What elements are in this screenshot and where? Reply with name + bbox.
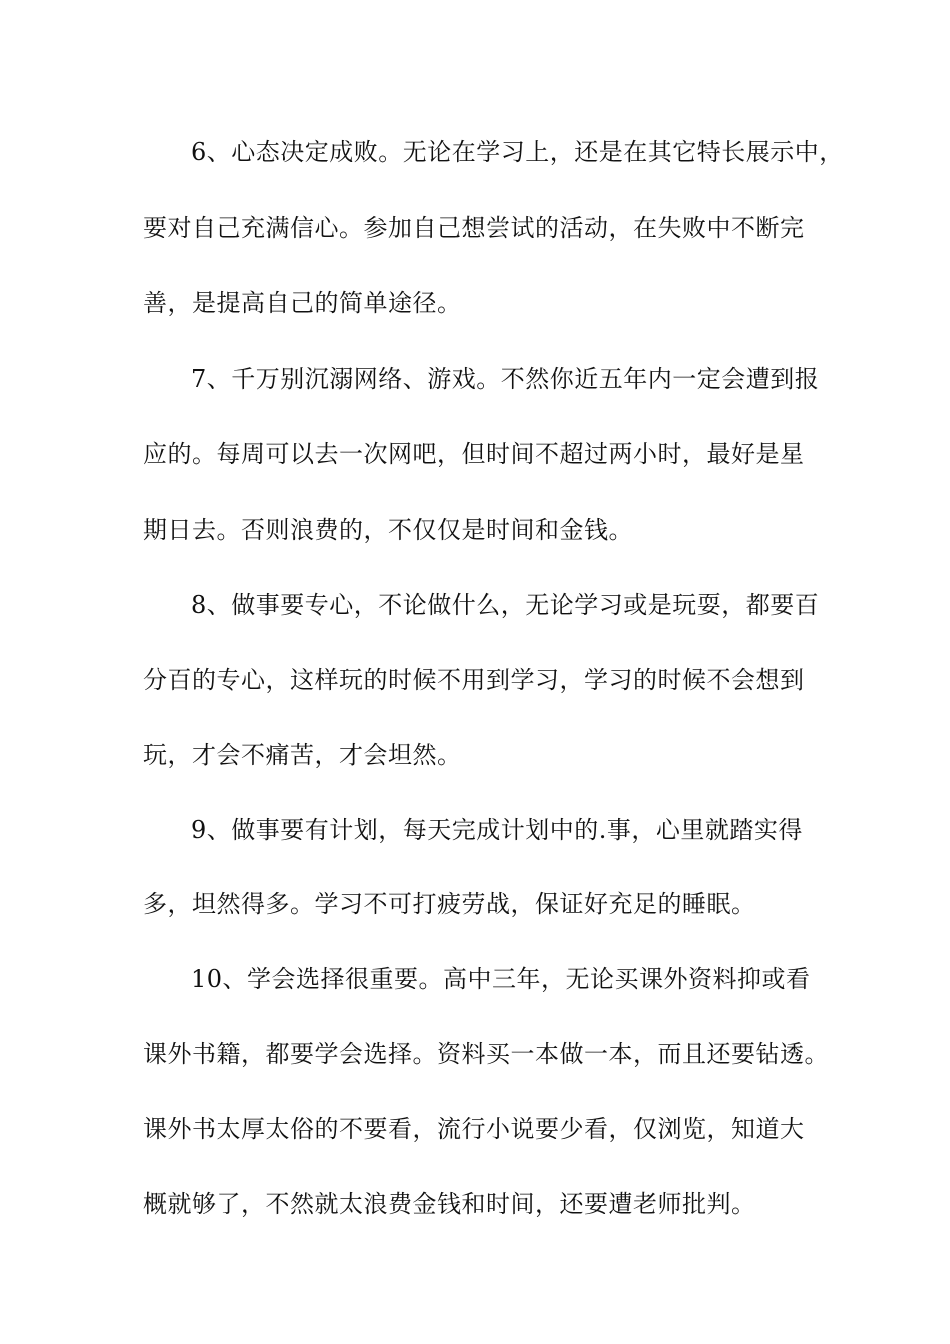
paragraph-7-line-3: 期日去。否则浪费的，不仅仅是时间和金钱。 <box>143 516 633 544</box>
paragraph-10-line-1: 10、学会选择很重要。高中三年，无论买课外资料抑或看 <box>191 965 811 993</box>
paragraph-7-line-2: 应的。每周可以去一次网吧，但时间不超过两小时，最好是星 <box>143 440 805 468</box>
paragraph-7-line-1: 7、千万别沉溺网络、游戏。不然你近五年内一定会遭到报 <box>191 365 820 393</box>
paragraph-10-line-3: 课外书太厚太俗的不要看，流行小说要少看，仅浏览，知道大 <box>143 1115 805 1143</box>
paragraph-6-line-2: 要对自己充满信心。参加自己想尝试的活动，在失败中不断完 <box>143 214 805 242</box>
paragraph-9-line-1: 9、做事要有计划，每天完成计划中的.事，心里就踏实得 <box>191 816 803 844</box>
paragraph-10-line-2: 课外书籍，都要学会选择。资料买一本做一本，而且还要钻透。 <box>143 1040 829 1068</box>
paragraph-9-line-2: 多，坦然得多。学习不可打疲劳战，保证好充足的睡眠。 <box>143 890 756 918</box>
paragraph-8-line-3: 玩，才会不痛苦，才会坦然。 <box>143 741 462 769</box>
paragraph-8-line-2: 分百的专心，这样玩的时候不用到学习，学习的时候不会想到 <box>143 666 805 694</box>
paragraph-6-line-3: 善，是提高自己的简单途径。 <box>143 289 462 317</box>
paragraph-10-line-4: 概就够了，不然就太浪费金钱和时间，还要遭老师批判。 <box>143 1190 756 1218</box>
paragraph-6-line-1: 6、心态决定成败。无论在学习上，还是在其它特长展示中， <box>191 138 844 166</box>
paragraph-8-line-1: 8、做事要专心，不论做什么，无论学习或是玩耍，都要百 <box>191 591 820 619</box>
